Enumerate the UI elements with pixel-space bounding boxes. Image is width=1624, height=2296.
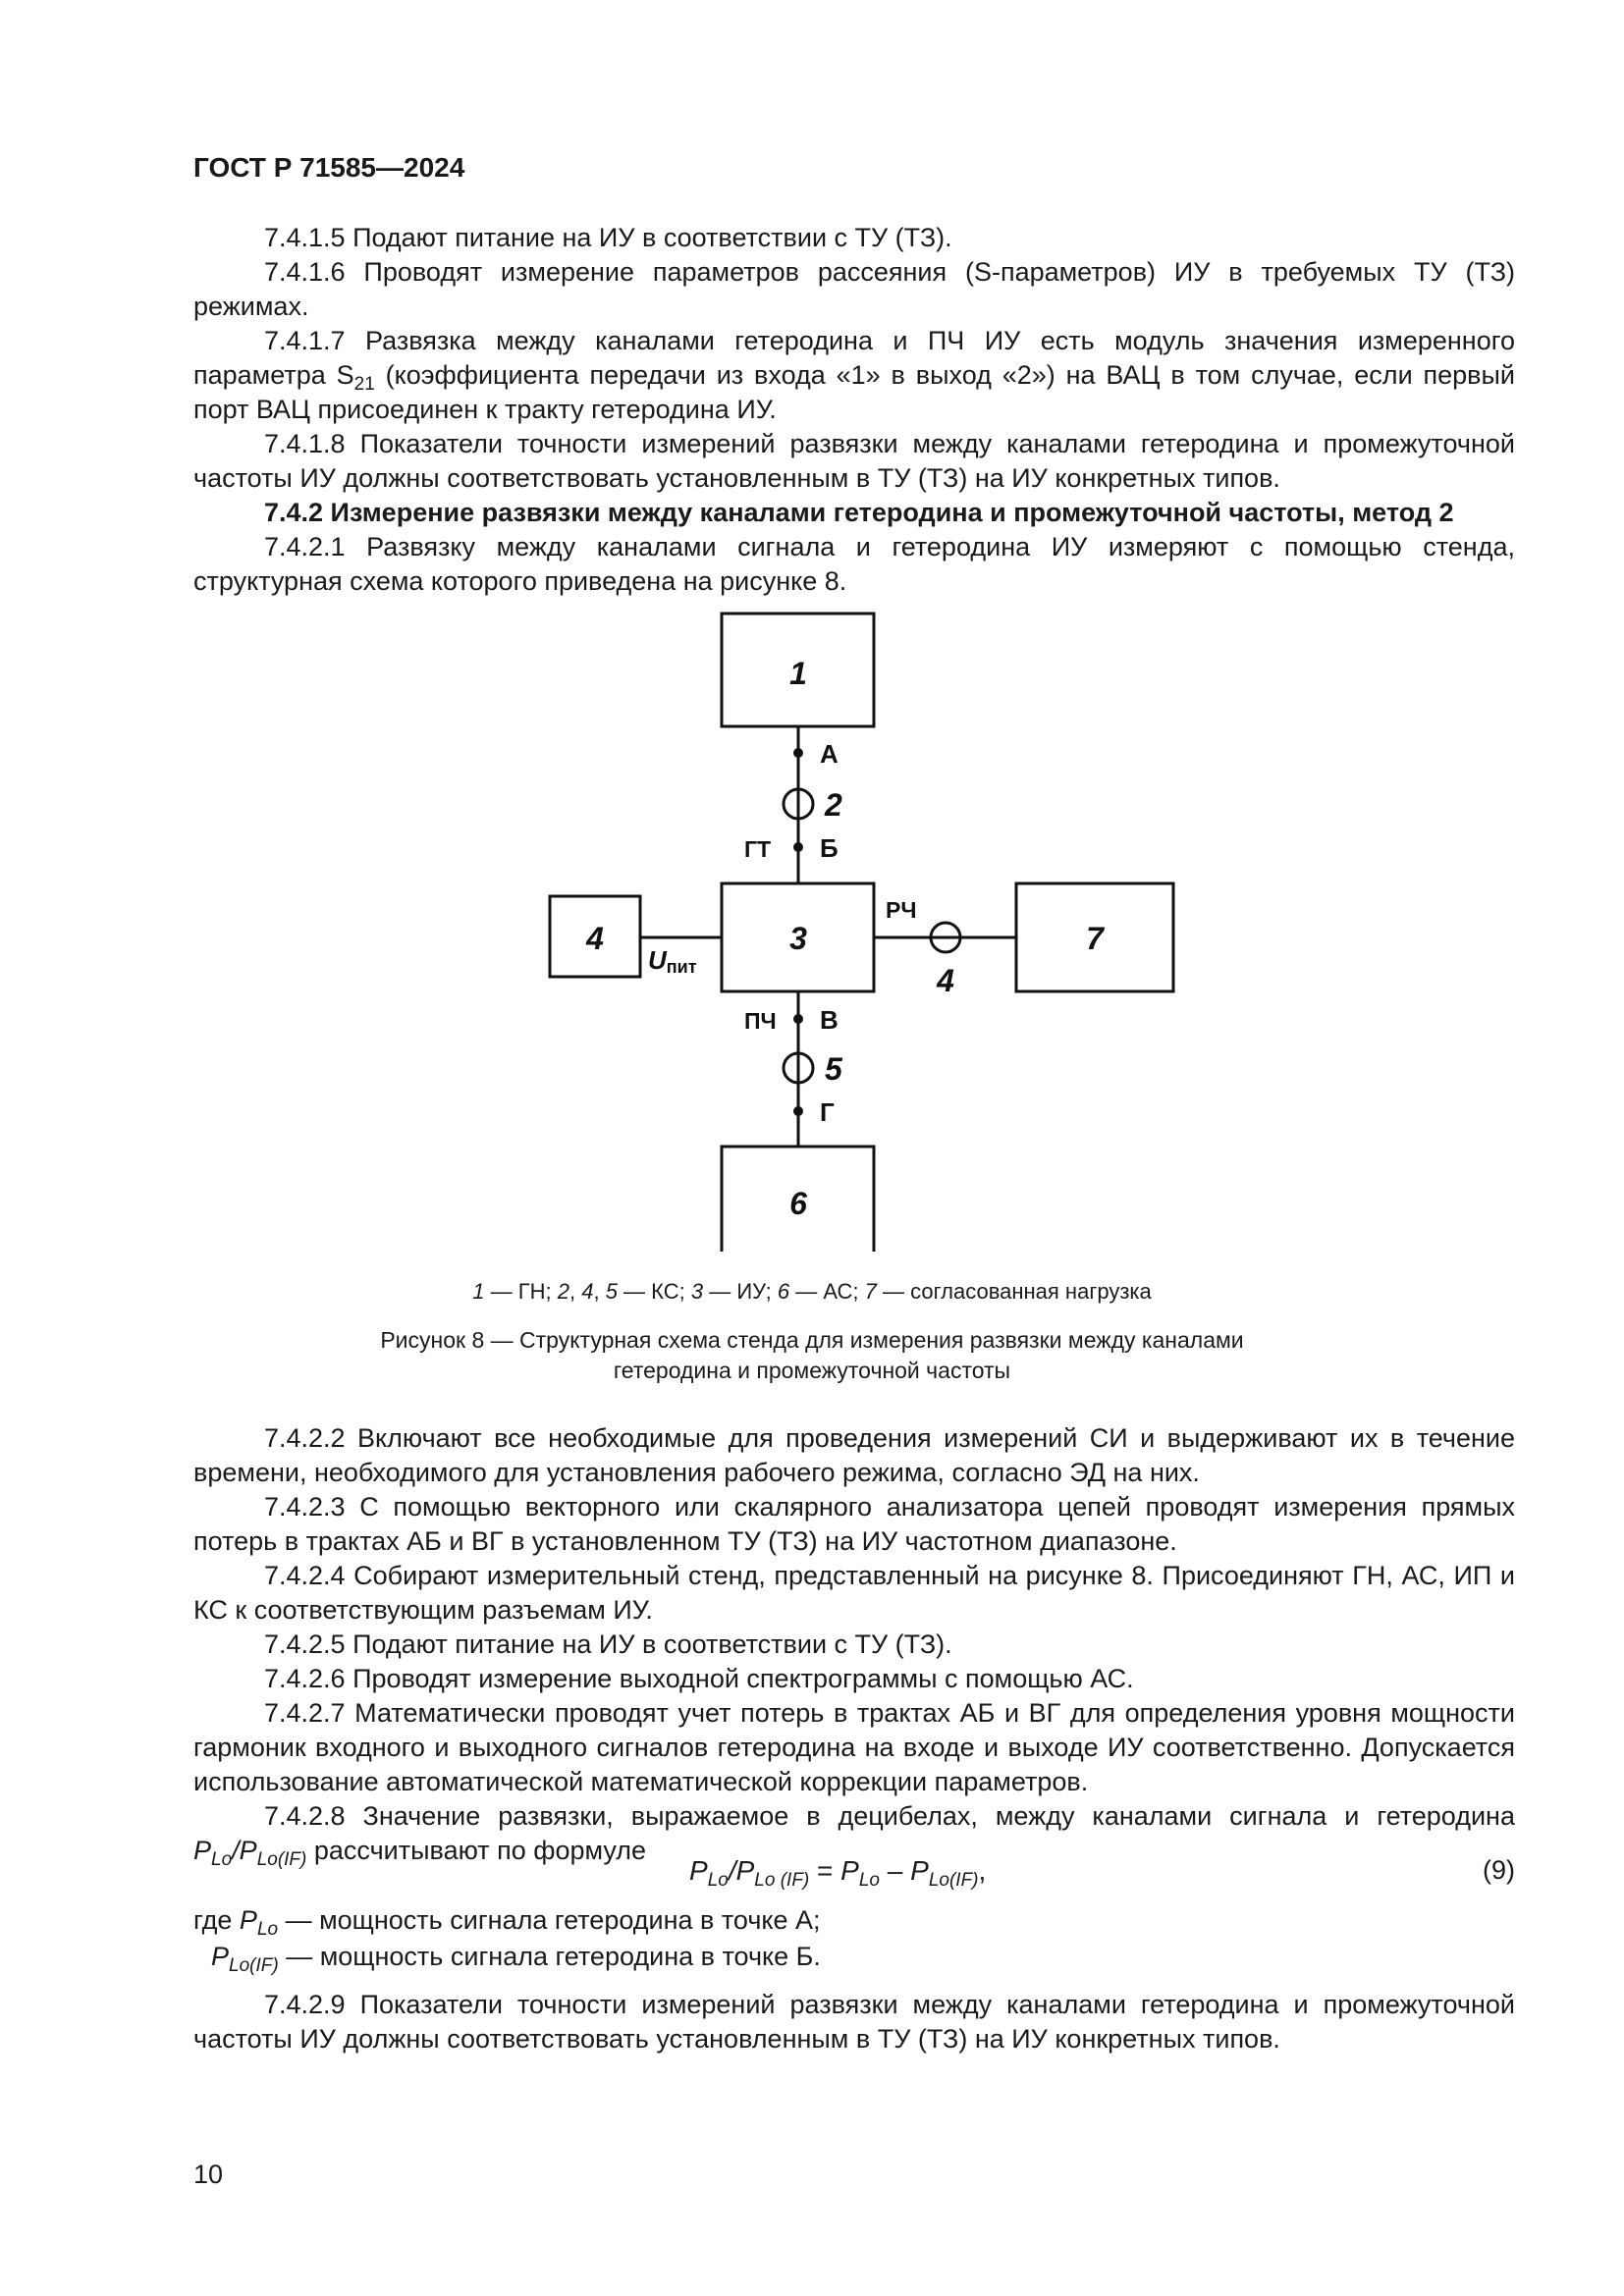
point-g bbox=[793, 1106, 803, 1116]
paragraph-7-4-2-9: 7.4.2.9 Показатели точности измерений развязки между каналами гетеродина и промежуточной частоты ИУ должны соответствовать установленным в ТУ (ТЗ) на ИУ конкретных типов. bbox=[193, 1990, 1515, 2054]
point-b bbox=[793, 842, 803, 852]
text-block-bottom bbox=[193, 1988, 1515, 2056]
formula-9 bbox=[193, 1855, 1515, 1895]
where-line-2: $P_{Lo(IF)}$ — мощность сигнала гетеродина в точке Б. bbox=[211, 1942, 821, 1976]
formula-explanation bbox=[193, 1902, 1515, 1975]
cable-label-5: 5 bbox=[825, 1051, 842, 1087]
equation-number: (9) bbox=[1483, 1855, 1515, 1885]
block-label-1: 1 bbox=[789, 656, 807, 691]
block-label-7: 7 bbox=[1086, 921, 1104, 956]
paragraph-7-4-2-1: 7.4.2.1 Развязку между каналами сигнала и гетеродина ИУ измеряют с помощью стенда, структурная схема которого приведена на рисунке 8. bbox=[193, 532, 1515, 596]
caption-line-1: Рисунок 8 — Структурная схема стенда для измерения развязки между каналами bbox=[380, 1327, 1244, 1353]
paragraph-7-4-2-6: 7.4.2.6 Проводят измерение выходной спектрограммы с помощью АС. bbox=[264, 1664, 1134, 1693]
paragraph-7-4-2-4: 7.4.2.4 Собирают измерительный стенд, представленный на рисунке 8. Присоединяют ГН, АС, ИП и КС к соответствующим разъемам ИУ. bbox=[193, 1561, 1515, 1625]
supply-label: Uпит bbox=[648, 945, 697, 977]
block-label-3: 3 bbox=[789, 921, 807, 956]
point-v bbox=[793, 1014, 803, 1024]
paragraph-7-4-2-8: 7.4.2.8 Значение развязки, выражаемое в децибелах, между каналами сигнала и гетеродина $P_{Lo}/P_{Lo(IF)}$ рассчитывают по формуле bbox=[193, 1801, 1515, 1870]
point-label-g: Г bbox=[820, 1097, 835, 1127]
paragraph-7-4-2-5: 7.4.2.5 Подают питание на ИУ в соответствии с ТУ (ТЗ). bbox=[264, 1629, 952, 1659]
page-number: 10 bbox=[193, 2160, 224, 2189]
figure-caption bbox=[295, 1325, 1329, 1386]
cable-label-2: 2 bbox=[825, 787, 842, 823]
paragraph-7-4-2-2: 7.4.2.2 Включают все необходимые для проведения измерений СИ и выдерживают их в течение времени, необходимого для установления рабочего режима, согласно ЭД на них. bbox=[193, 1423, 1515, 1487]
paragraph-7-4-1-8: 7.4.1.8 Показатели точности измерений развязки между каналами гетеродина и промежуточной частоты ИУ должны соответствовать установленным в ТУ (ТЗ) на ИУ конкретных типов. bbox=[193, 429, 1515, 493]
point-a bbox=[793, 748, 803, 758]
port-label-pch: ПЧ bbox=[744, 1008, 777, 1034]
formula-expression: $P_{Lo}/P_{Lo (IF)} = P_{Lo} - P_{Lo(IF)}$, bbox=[689, 1855, 987, 1891]
port-label-rch: РЧ bbox=[886, 897, 917, 923]
block-label-4: 4 bbox=[586, 921, 604, 956]
figure-8-diagram bbox=[520, 594, 1227, 1252]
caption-line-2: гетеродина и промежуточной частоты bbox=[613, 1358, 1011, 1383]
block-label-6: 6 bbox=[789, 1186, 807, 1221]
paragraph-7-4-1-5: 7.4.1.5 Подают питание на ИУ в соответствии с ТУ (ТЗ). bbox=[264, 223, 952, 252]
text-block-top bbox=[193, 221, 1515, 599]
cable-label-4: 4 bbox=[937, 963, 954, 998]
port-label-gt: ГТ bbox=[744, 836, 772, 862]
document-header: ГОСТ Р 71585—2024 bbox=[193, 152, 465, 183]
section-heading-7-4-2: 7.4.2 Измерение развязки между каналами гетеродина и промежуточной частоты, метод 2 bbox=[264, 498, 1454, 527]
paragraph-7-4-2-3: 7.4.2.3 С помощью векторного или скалярного анализатора цепей проводят измерения прямых потерь в трактах АБ и ВГ в установленном ТУ (ТЗ) на ИУ частотном диапазоне. bbox=[193, 1492, 1515, 1556]
paragraph-7-4-1-7: 7.4.1.7 Развязка между каналами гетеродина и ПЧ ИУ есть модуль значения измеренного параметра $S_{21}$ (коэффициента передачи из входа «1» в выход «2») на ВАЦ в том случае, если первый порт ВАЦ присоединен к тракту гетеродина ИУ. bbox=[193, 326, 1515, 424]
text-block-middle bbox=[193, 1421, 1515, 1868]
point-label-b: Б bbox=[820, 833, 839, 863]
point-label-v: В bbox=[820, 1005, 839, 1035]
figure-legend: 1 — ГН; 2, 4, 5 — КС; 3 — ИУ; 6 — АС; 7 — согласованная нагрузка bbox=[472, 1279, 1152, 1304]
paragraph-7-4-1-6: 7.4.1.6 Проводят измерение параметров рассеяния (S-параметров) ИУ в требуемых ТУ (ТЗ) режимах. bbox=[193, 257, 1515, 321]
where-line-1: где $P_{Lo}$ — мощность сигнала гетеродина в точке А; bbox=[193, 1905, 821, 1940]
paragraph-7-4-2-7: 7.4.2.7 Математически проводят учет потерь в трактах АБ и ВГ для определения уровня мощности гармоник входного и выходного сигналов гетеродина на входе и выходе ИУ соответственно. Допускается использование автоматической математической коррекции параметров. bbox=[193, 1698, 1515, 1796]
point-label-a: А bbox=[820, 739, 839, 769]
